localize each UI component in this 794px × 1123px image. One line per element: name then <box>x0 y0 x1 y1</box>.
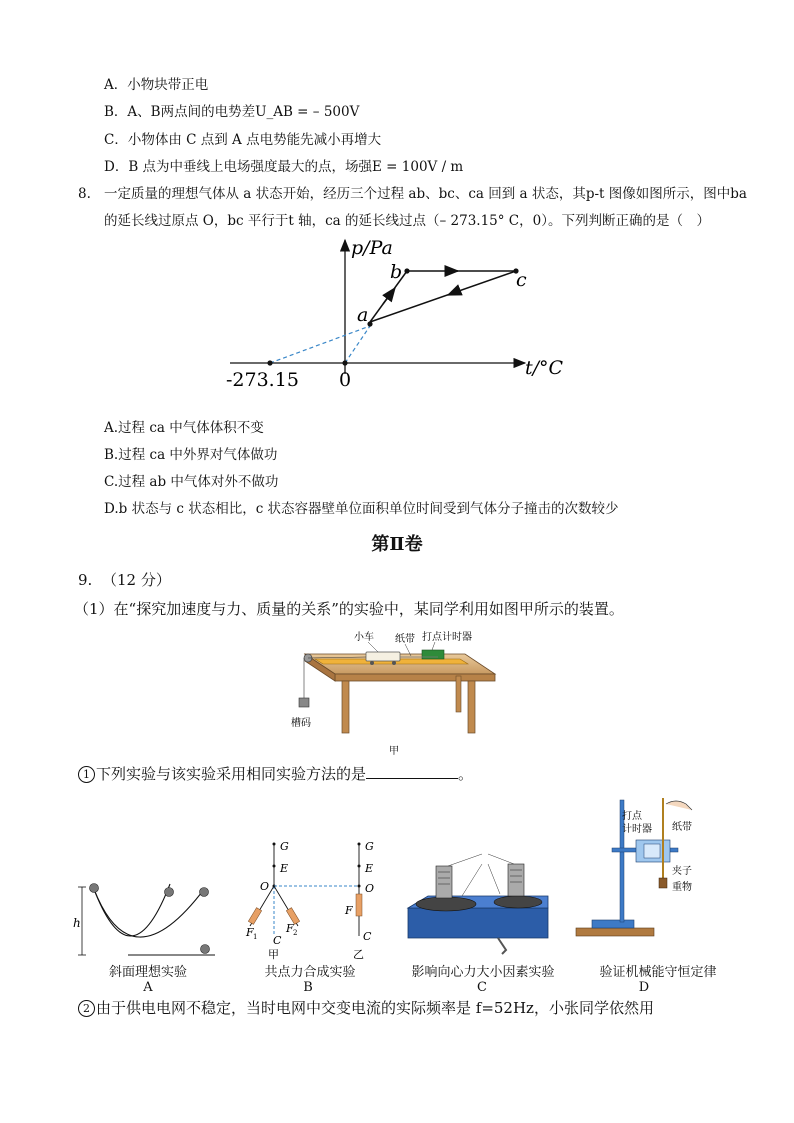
choice-a-letter: A <box>143 980 153 995</box>
circled-two: 2 <box>78 1000 95 1017</box>
q9-score: （12 分） <box>102 571 171 589</box>
choice-a-figure <box>70 878 220 958</box>
choice-a-name: 斜面理想实验 <box>108 965 187 980</box>
b-label-jia: 甲 <box>268 948 279 961</box>
q8-option-b: B.过程 ca 中外界对气体做功 <box>104 447 278 463</box>
section-title: 第Ⅱ卷 <box>371 534 423 555</box>
answer-blank[interactable] <box>366 764 458 779</box>
b-label-f: F <box>345 904 353 917</box>
q9-sub1 <box>78 764 473 784</box>
b-label-e2: E <box>365 862 374 875</box>
d-label-timer-1: 打点 <box>622 811 642 822</box>
b-label-o1: O <box>260 880 270 893</box>
choice-d-letter: D <box>638 980 650 995</box>
b-label-g1: G <box>280 840 289 853</box>
q9-sub1-text: 下列实验与该实验采用相同实验方法的是 <box>96 765 367 783</box>
label-b: b <box>390 261 403 283</box>
choice-d-figure <box>574 794 724 958</box>
b-label-f1: F <box>246 926 254 939</box>
q8-option-a: A.过程 ca 中气体体积不变 <box>104 420 264 436</box>
q8-option-c: C.过程 ab 中气体对外不做功 <box>104 474 279 490</box>
d-label-weight: 重物 <box>672 882 692 893</box>
q9-sub2-text: 由于供电电网不稳定，当时电网中交变电流的实际频率是 f=52Hz，小张同学依然用 <box>96 999 654 1017</box>
point-neg-dot <box>267 360 272 365</box>
b-label-f2-sub: 2 <box>293 929 298 937</box>
q7-option-c: C．小物体由 C 点到 A 点电势能先减小再增大 <box>104 132 382 148</box>
circled-one: 1 <box>78 766 95 783</box>
ba-extension-line <box>345 326 370 363</box>
q8-stem-line1: 一定质量的理想气体从 a 状态开始，经历三个过程 ab、bc、ca 回到 a 状态，其p-t 图像如图所示，图中ba <box>104 186 747 202</box>
pt-graph <box>220 232 580 392</box>
choice-c-figure <box>398 846 558 958</box>
choice-b-letter: B <box>303 980 313 995</box>
origin-dot <box>342 360 347 365</box>
q9-number: 9. <box>78 571 93 589</box>
b-label-c2: C <box>363 930 372 943</box>
choice-c-name: 影响向心力大小因素实验 <box>411 965 555 980</box>
q7-option-a: A．小物块带正电 <box>104 77 209 93</box>
label-h: h <box>73 916 81 930</box>
b-label-f1-sub: 1 <box>253 933 258 941</box>
label-tape: 纸带 <box>395 634 415 645</box>
b-label-c1: C <box>273 934 282 947</box>
d-label-timer-2: 计时器 <box>622 824 652 835</box>
q9-sub1-end: 。 <box>458 765 474 783</box>
label-weight: 槽码 <box>291 718 311 729</box>
b-label-f2: F <box>286 922 294 935</box>
b-label-yi: 乙 <box>353 948 364 961</box>
q9-part1: （1）在“探究加速度与力、质量的关系”的实验中，某同学利用如图甲所示的装置。 <box>74 600 624 618</box>
d-label-clip: 夹子 <box>672 866 692 877</box>
choice-d-name: 验证机械能守恒定律 <box>599 965 717 980</box>
q8-stem-line2: 的延长线过原点 O，bc 平行于t 轴，ca 的延长线过点（– 273.15° C，0）。下列判断正确的是（ ） <box>104 213 710 229</box>
x-tick-neg: -273.15 <box>226 369 299 391</box>
arrow-ab <box>383 288 395 304</box>
b-label-e1: E <box>280 862 289 875</box>
q7-option-b: B．A、B两点间的电势差U_AB = – 500V <box>104 104 360 120</box>
q8-option-d: D.b 状态与 c 状态相比，c 状态容器壁单位面积单位时间受到气体分子撞击的次数较少 <box>104 501 619 517</box>
b-label-o2: O <box>365 882 375 895</box>
choice-b-figure <box>238 836 398 964</box>
ca-extension-line <box>270 326 370 363</box>
q7-option-d: D．B 点为中垂线上电场强度最大的点，场强E = 100V / m <box>104 159 464 175</box>
x-tick-zero: 0 <box>339 369 352 391</box>
label-c: c <box>516 269 527 291</box>
caption-jia: 甲 <box>389 746 399 756</box>
label-timer: 打点计时器 <box>422 632 472 643</box>
label-car: 小车 <box>354 632 374 643</box>
choice-b-name: 共点力合成实验 <box>264 965 356 980</box>
q9-sub2 <box>78 998 654 1018</box>
label-a: a <box>357 304 369 326</box>
choice-c-letter: C <box>477 980 487 995</box>
p-axis-label: p/Pa <box>351 237 393 259</box>
point-b-dot <box>404 268 409 273</box>
t-axis-label: t/°C <box>525 357 564 379</box>
b-label-g2: G <box>365 840 374 853</box>
d-label-tape: 纸带 <box>672 822 692 833</box>
q8-number: 8. <box>78 186 91 202</box>
figure-jia-apparatus <box>290 626 505 756</box>
arrow-ca <box>448 290 460 295</box>
